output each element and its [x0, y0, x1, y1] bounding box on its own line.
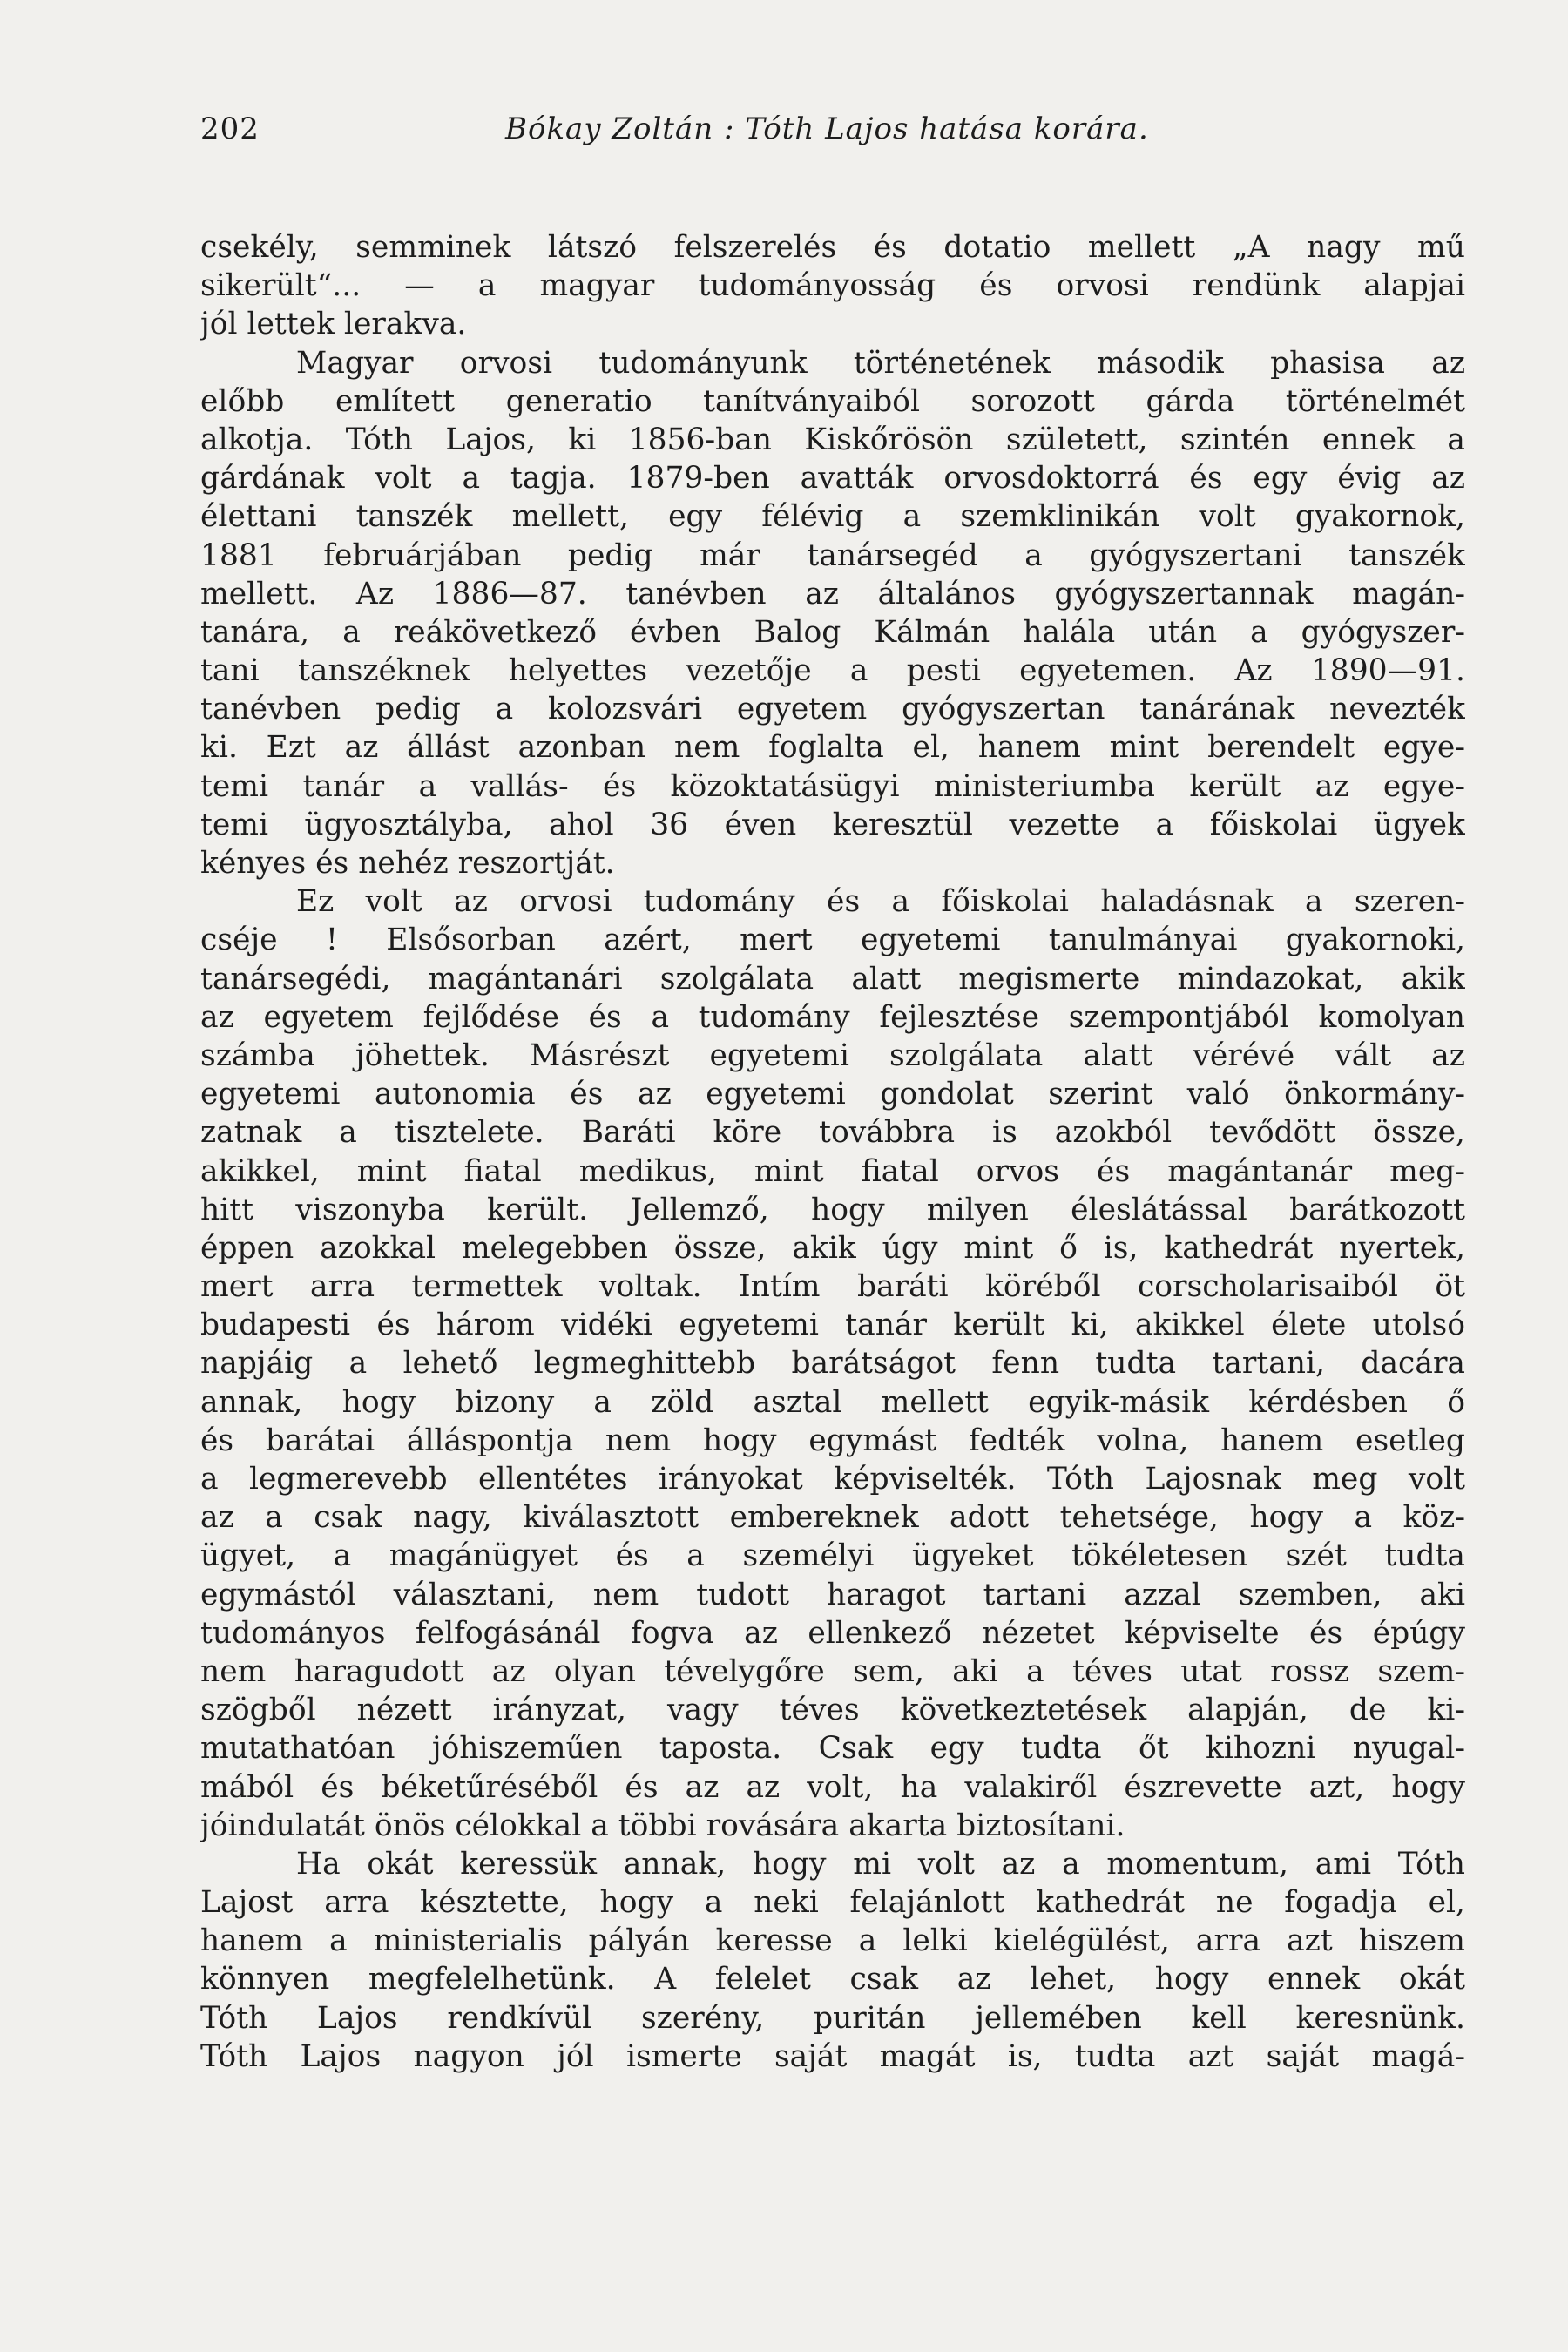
text-line: egyetemi autonomia és az egyetemi gondolat szerint való önkormány- — [200, 1077, 1465, 1112]
page-number: 202 — [200, 112, 260, 146]
text-line: nem haragudott az olyan tévelygőre sem, aki a téves utat rossz szem- — [200, 1653, 1465, 1689]
text-line: Ha okát keressük annak, hogy mi volt az a momentum, ami Tóth — [296, 1846, 1465, 1882]
text-line: Magyar orvosi tudományunk történetének második phasisa az — [296, 345, 1465, 381]
text-line: élettani tanszék mellett, egy félévig a szemklinikán volt gyakornok, — [200, 499, 1465, 535]
text-line: mellett. Az 1886—87. tanévben az általános gyógyszertannak magán- — [200, 576, 1465, 612]
text-line: Lajost arra késztette, hogy a neki felajánlott kathedrát ne fogadja el, — [200, 1885, 1465, 1921]
text-line: tanévben pedig a kolozsvári egyetem gyógyszertan tanárának nevezték — [200, 692, 1465, 727]
text-line: 1881 februárjában pedig már tanársegéd a gyógyszertani tanszék — [200, 537, 1465, 573]
text-line: szögből nézett irányzat, vagy téves következtetések alapján, de ki- — [200, 1693, 1465, 1728]
text-line: tanársegédi, magántanári szolgálata alatt megismerte mindazokat, akik — [200, 961, 1465, 997]
text-line: napjáig a lehető legmeghittebb barátságot fenn tudta tartani, dacára — [200, 1346, 1465, 1382]
text-line: gárdának volt a tagja. 1879-ben avatták orvosdoktorrá és egy évig az — [200, 461, 1465, 497]
text-line: hitt viszonyba került. Jellemző, hogy milyen éleslátással barátkozott — [200, 1192, 1465, 1227]
text-line: az egyetem fejlődése és a tudomány fejlesztése szempontjából komolyan — [200, 999, 1465, 1035]
text-line: mából és béketűréséből és az az volt, ha valakiről észrevette azt, hogy — [200, 1769, 1465, 1805]
text-line: könnyen megfelelhetünk. A felelet csak az lehet, hogy ennek okát — [200, 1962, 1465, 1997]
text-line: mert arra termettek voltak. Intím baráti köréből corscholarisaiból öt — [200, 1269, 1465, 1305]
text-line: tanára, a reákövetkező évben Balog Kálmán halála után a gyógyszer- — [200, 614, 1465, 650]
text-line: és barátai álláspontja nem hogy egymást fedték volna, hanem esetleg — [200, 1423, 1465, 1458]
text-line: jól lettek lerakva. — [200, 307, 467, 342]
text-line: ki. Ezt az állást azonban nem foglalta el, hanem mint berendelt egye- — [200, 730, 1465, 766]
text-line: sikerült“... — a magyar tudományosság és orvosi rendünk alapjai — [200, 268, 1465, 304]
text-line: kényes és nehéz reszortját. — [200, 846, 615, 881]
text-line: egymástól választani, nem tudott haragot tartani azzal szemben, aki — [200, 1577, 1465, 1612]
text-line: alkotja. Tóth Lajos, ki 1856-ban Kiskőrösön született, szintén ennek a — [200, 422, 1465, 457]
text-line: csekély, semminek látszó felszerelés és dotatio mellett „A nagy mű — [200, 230, 1465, 265]
text-line: Ez volt az orvosi tudomány és a főiskolai haladásnak a szeren- — [296, 884, 1465, 920]
text-line: a legmerevebb ellentétes irányokat képviselték. Tóth Lajosnak meg volt — [200, 1462, 1465, 1497]
text-line: hanem a ministerialis pályán keresse a lelki kielégülést, arra azt hiszem — [200, 1923, 1465, 1959]
text-line: zatnak a tisztelete. Baráti köre továbbra is azokból tevődött össze, — [200, 1115, 1465, 1151]
text-line: az a csak nagy, kiválasztott embereknek adott tehetsége, hogy a köz- — [200, 1500, 1465, 1536]
text-line: tudományos felfogásánál fogva az ellenkező nézetet képviselte és épúgy — [200, 1615, 1465, 1651]
text-line: előbb említett generatio tanítványaiból sorozott gárda történelmét — [200, 383, 1465, 419]
text-line: mutathatóan jóhiszeműen taposta. Csak egy tudta őt kihozni nyugal- — [200, 1731, 1465, 1767]
running-head: Bókay Zoltán : Tóth Lajos hatása korára. — [505, 112, 1149, 146]
text-line: temi ügyosztályba, ahol 36 éven keresztül vezette a főiskolai ügyek — [200, 807, 1465, 842]
text-line: ügyet, a magánügyet és a személyi ügyeket tökéletesen szét tudta — [200, 1538, 1465, 1574]
text-line: számba jöhettek. Másrészt egyetemi szolgálata alatt vérévé vált az — [200, 1037, 1465, 1073]
text-line: éppen azokkal melegebben össze, akik úgy mint ő is, kathedrát nyertek, — [200, 1230, 1465, 1266]
text-line: jóindulatát önös célokkal a többi rovására akarta biztosítani. — [200, 1808, 1125, 1843]
text-line: tani tanszéknek helyettes vezetője a pesti egyetemen. Az 1890—91. — [200, 653, 1465, 689]
text-line: Tóth Lajos nagyon jól ismerte saját magát is, tudta azt saját magá- — [200, 2038, 1465, 2074]
text-line: annak, hogy bizony a zöld asztal mellett egyik-másik kérdésben ő — [200, 1384, 1465, 1420]
text-line: budapesti és három vidéki egyetemi tanár került ki, akikkel élete utolsó — [200, 1308, 1465, 1343]
text-line: akikkel, mint fiatal medikus, mint fiatal orvos és magántanár meg- — [200, 1153, 1465, 1189]
body-text — [200, 228, 1465, 2076]
text-line: temi tanár a vallás- és közoktatásügyi ministeriumba került az egye- — [200, 768, 1465, 804]
text-line: Tóth Lajos rendkívül szerény, puritán jellemében kell keresnünk. — [200, 2000, 1465, 2036]
page-header — [200, 112, 1463, 164]
text-line: cséje ! Elsősorban azért, mert egyetemi tanulmányai gyakornoki, — [200, 923, 1465, 958]
